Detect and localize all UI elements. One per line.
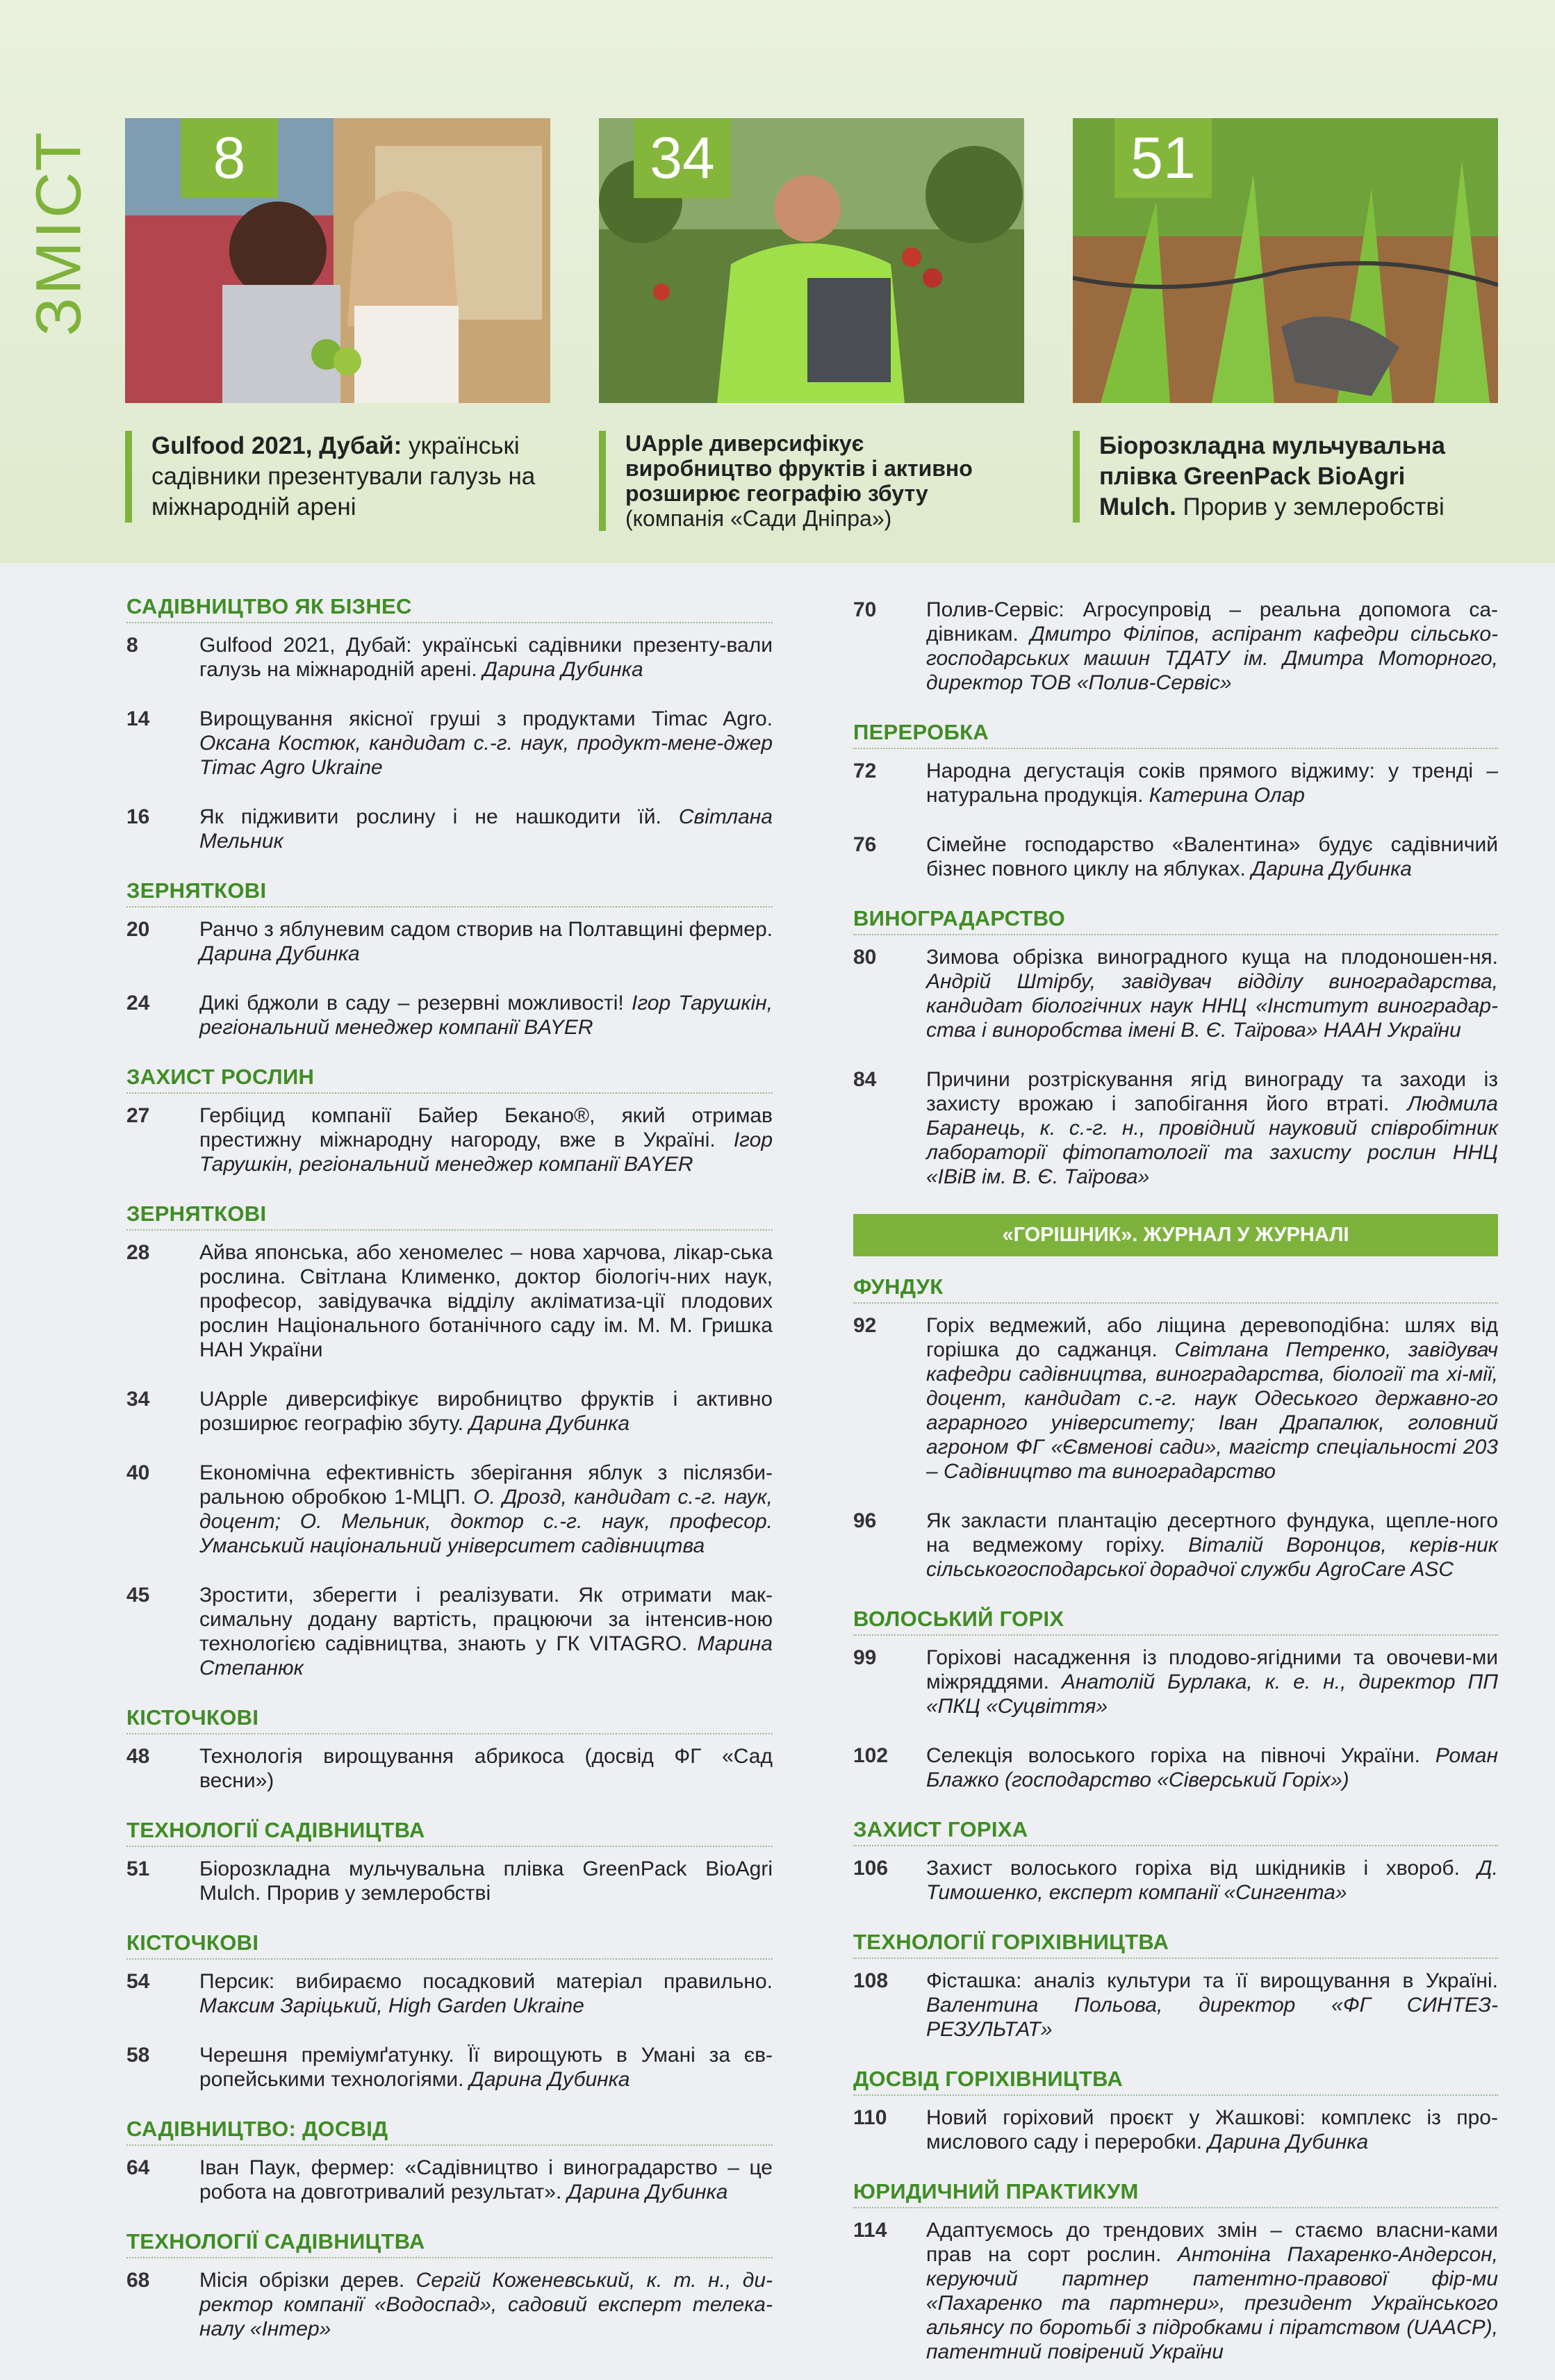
- toc-page-number: 64: [126, 2156, 150, 2179]
- toc-entry-text: [926, 1743, 1498, 1792]
- section-heading: ЗАХИСТ РОСЛИН: [126, 1065, 773, 1094]
- toc-entry[interactable]: [126, 2156, 773, 2204]
- toc-title: Місія обрізки дерев.: [199, 2269, 405, 2292]
- toc-entry[interactable]: [853, 1509, 1498, 1582]
- toc-title: Сімейне господарство «Валентина» будує садівничий бізнес повного циклу на яблуках.: [926, 833, 1498, 880]
- toc-author: Сергій Коженевський, к. т. н., ди-ректор компанії «Водоспад», садовий експерт телека-налу «Інтер»: [199, 2269, 773, 2340]
- toc-title: Ранчо з яблуневим садом створив на Полтавщині фермер.: [199, 918, 773, 941]
- toc-entry-text: [199, 1387, 773, 1436]
- toc-author: Д. Тимошенко, експерт компанії «Сингента»: [926, 1857, 1498, 1904]
- toc-page-number: 40: [126, 1461, 150, 1484]
- toc-title: Персик: вибираємо посадковий матеріал правильно.: [199, 1970, 773, 1993]
- toc-title: Економічна ефективність зберігання яблук з післязби-ральною обробкою 1-МЦП.: [199, 1461, 773, 1509]
- toc-entry[interactable]: [126, 1387, 773, 1436]
- toc-entry[interactable]: [126, 2043, 773, 2092]
- toc-page-number: 58: [126, 2044, 150, 2067]
- side-title-text: ЗМІСТ: [23, 129, 94, 336]
- toc-title: Як закласти плантацію десертного фундука, щепле-ного на ведмежому горіху.: [926, 1509, 1498, 1557]
- toc-entry-text: [199, 991, 773, 1040]
- toc-page-number: 48: [126, 1745, 150, 1768]
- toc-entry-text: [926, 1969, 1498, 2042]
- toc-entry-text: [199, 707, 773, 780]
- feature-caption-bold: Біорозкладна мульчувальна плівка GreenPack BioAgri Mulch.: [1099, 432, 1445, 520]
- toc-entry[interactable]: [853, 1969, 1498, 2042]
- toc-title: Новий горіховий проєкт у Жашкові: комплекс із про-мислового саду і переробки.: [926, 2106, 1498, 2153]
- toc-entry[interactable]: [853, 1743, 1498, 1792]
- feature-photo-gulfood: [125, 118, 550, 403]
- toc-entry-text: [926, 832, 1498, 881]
- toc-page-number: 70: [853, 598, 877, 621]
- toc-title: Айва японська, або хеномелес – нова харчова, лікар-ська рослина. Світлана Клименко, доктор біологіч-них наук, професор, завідувачка відділу акліматиза-ції плодових рослин Національного ботанічного саду ім. М. М. Гришка НАН України: [199, 1241, 773, 1361]
- toc-right-column: [853, 598, 1498, 2380]
- feature-page-number: 8: [181, 118, 278, 198]
- feature-caption-rest: (компанія «Сади Дніпра»): [625, 506, 892, 531]
- toc-author: Ігор Тарушкін, регіональний менеджер компанії BAYER: [199, 1129, 773, 1176]
- toc-page-number: 20: [126, 918, 150, 941]
- toc-author: Андрій Штірбу, завідувач відділу виноградарства, кандидат біологічних наук ННЦ «Інститут виноградар-ства і виноробства імені В. Є. Таїрова» НААН України: [926, 970, 1498, 1042]
- toc-page-number: 72: [853, 760, 877, 782]
- side-title: [23, 129, 94, 337]
- toc-entry-text: [199, 1857, 773, 1905]
- toc-page-number: 14: [126, 707, 150, 730]
- toc-entry-text: [199, 805, 773, 853]
- feature-caption: [1073, 431, 1488, 523]
- toc-author: Максим Заріцький, High Garden Ukraine: [199, 1994, 584, 2017]
- toc-page-number: 16: [126, 805, 150, 828]
- toc-page-number: 114: [853, 2219, 887, 2242]
- section-heading: ЗЕРНЯТКОВІ: [126, 1201, 773, 1231]
- toc-entry-text: [926, 1646, 1498, 1718]
- toc-page-number: 96: [853, 1509, 877, 1532]
- toc-left-column: [126, 594, 773, 2366]
- toc-entry-text: [199, 1583, 773, 1680]
- toc-title: Гербіцид компанії Байер Бекано®, який отримав престижну міжнародну нагороду, вже в Україні.: [199, 1104, 773, 1151]
- toc-entry-text: [199, 2268, 773, 2341]
- feature-card-2[interactable]: [599, 118, 1024, 531]
- toc-page-number: 80: [853, 946, 877, 969]
- toc-entry-text: [199, 1969, 773, 2018]
- section-heading: САДІВНИЦТВО: ДОСВІД: [126, 2117, 773, 2146]
- toc-entry[interactable]: [126, 1969, 773, 2018]
- toc-entry[interactable]: [853, 598, 1498, 695]
- toc-page-number: 27: [126, 1104, 150, 1127]
- section-heading: ВИНОГРАДАРСТВО: [853, 906, 1498, 935]
- toc-entry[interactable]: [126, 707, 773, 780]
- toc-author: Дарина Дубинка: [477, 658, 643, 681]
- toc-entry[interactable]: [126, 1583, 773, 1680]
- toc-entry[interactable]: [126, 1240, 773, 1362]
- section-heading: ЮРИДИЧНИЙ ПРАКТИКУМ: [853, 2179, 1498, 2208]
- toc-page-number: 34: [126, 1388, 150, 1411]
- section-heading: ВОЛОСЬКИЙ ГОРІХ: [853, 1607, 1498, 1636]
- toc-page-number: 8: [126, 634, 138, 657]
- toc-entry[interactable]: [126, 991, 773, 1040]
- section-heading: САДІВНИЦТВО ЯК БІЗНЕС: [126, 594, 773, 623]
- section-heading: ЗЕРНЯТКОВІ: [126, 878, 773, 908]
- toc-author: Антоніна Пахаренко-Андерсон, керуючий партнер патентно-правової фір-ми «Пахаренко та партнери», президент Українського альянсу по боротьбі з підробками і піратством (UAACP), патентний повірений України: [926, 2243, 1498, 2363]
- feature-caption: [599, 431, 1001, 531]
- section-heading: ТЕХНОЛОГІЇ САДІВНИЦТВА: [126, 1818, 773, 1847]
- section-heading: ФУНДУК: [853, 1274, 1498, 1304]
- feature-caption-rest: Прорив у землеробстві: [1176, 493, 1445, 520]
- toc-title: Дикі бджоли в саду – резервні можливості!: [199, 992, 624, 1015]
- toc-entry-text: [199, 2043, 773, 2092]
- toc-page-number: 54: [126, 1970, 150, 1993]
- toc-title: Полив-Сервіс: Агросупровід – реальна допомога са-дівникам.: [926, 598, 1498, 646]
- toc-entry[interactable]: [126, 917, 773, 966]
- toc-title: Адаптуємось до трендових змін – стаємо власни-ками прав на сорт рослин.: [926, 2219, 1498, 2266]
- toc-entry-text: [926, 1313, 1498, 1484]
- toc-author: Валентина Польова, директор «ФГ СИНТЕЗ-РЕЗУЛЬТАТ»: [926, 1994, 1498, 2041]
- toc-entry-text: [199, 2156, 773, 2204]
- toc-entry-text: [926, 759, 1498, 807]
- toc-entry[interactable]: [853, 1067, 1498, 1189]
- feature-caption-rest: українські садівники презентували галузь на міжнародній арені: [151, 432, 536, 520]
- toc-page-number: 24: [126, 992, 150, 1015]
- toc-entry[interactable]: [126, 2268, 773, 2341]
- toc-page-number: 51: [126, 1857, 150, 1880]
- toc-entry[interactable]: [853, 759, 1498, 807]
- toc-entry-text: [926, 1856, 1498, 1905]
- section-heading: ДОСВІД ГОРІХІВНИЦТВА: [853, 2067, 1498, 2096]
- toc-title: Фісташка: аналіз культури та її вирощування в Україні.: [926, 1969, 1498, 1992]
- toc-entry[interactable]: [126, 1857, 773, 1905]
- toc-author: Ігор Тарушкін, регіональний менеджер компанії BAYER: [199, 992, 773, 1039]
- toc-title: Народна дегустація соків прямого віджиму: у тренді – натуральна продукція.: [926, 760, 1498, 807]
- toc-title: Захист волоського горіха від шкідників і хвороб.: [926, 1857, 1460, 1880]
- feature-card-1[interactable]: [125, 118, 550, 520]
- toc-author: Дарина Дубинка: [561, 2181, 728, 2203]
- toc-entry[interactable]: [126, 633, 773, 682]
- feature-photo-mulch: [1073, 118, 1498, 403]
- toc-author: Катерина Олар: [1143, 784, 1305, 807]
- section-heading: КІСТОЧКОВІ: [126, 1705, 773, 1734]
- toc-page-number: 110: [853, 2106, 887, 2129]
- feature-card-3[interactable]: [1073, 118, 1498, 520]
- toc-title: Gulfood 2021, Дубай: українські садівники презенту-вали галузь на міжнародній арені.: [199, 634, 773, 681]
- toc-title: Біорозкладна мульчувальна плівка GreenPack BioAgri Mulch. Прорив у землеробстві: [199, 1857, 773, 1905]
- feature-photo-uapple: [599, 118, 1024, 403]
- toc-page-number: 102: [853, 1744, 889, 1767]
- toc-entry-text: [199, 1240, 773, 1362]
- toc-author: Дмитро Філіпов, аспірант кафедри сільсько-господарських машин ТДАТУ ім. Дмитра Моторного, директор ТОВ «Полив-Сервіс»: [926, 623, 1498, 694]
- toc-title: Горіх ведмежий, або ліщина деревоподібна: шлях від горішка до саджанця.: [926, 1314, 1498, 1361]
- toc-author: О. Дрозд, кандидат с.-г. наук, доцент; О. Мельник, доктор с.-г. наук, професор. Уманський національний університет садівництва: [199, 1486, 773, 1557]
- toc-entry-text: [926, 2106, 1498, 2154]
- toc-entry-text: [199, 917, 773, 966]
- toc-author: Марина Степанюк: [199, 1632, 773, 1680]
- toc-page-number: 99: [853, 1646, 877, 1669]
- toc-entry[interactable]: [126, 1103, 773, 1176]
- feature-caption-bold: Gulfood 2021, Дубай:: [151, 432, 402, 459]
- toc-title: Вирощування якісної груші з продуктами Timac Agro.: [199, 707, 773, 730]
- toc-entry[interactable]: [853, 1646, 1498, 1718]
- section-heading: КІСТОЧКОВІ: [126, 1930, 773, 1960]
- toc-entry[interactable]: [853, 2218, 1498, 2364]
- section-heading: ТЕХНОЛОГІЇ ГОРІХІВНИЦТВА: [853, 1930, 1498, 1959]
- toc-page-number: 28: [126, 1241, 150, 1264]
- toc-author: Світлана Петренко, завідувач кафедри садівництва, виноградарства, біології та хі-мії, доцент, кандидат с.-г. наук Одеського державно-го аграрного університету; Іван Драпалюк, головний агроном ФГ «Євменові сади», магістр спеціальності 203 – Садівництво та виноградарство: [926, 1338, 1498, 1483]
- toc-entry[interactable]: [853, 1856, 1498, 1905]
- toc-page-number: 84: [853, 1068, 877, 1091]
- toc-author: Дарина Дубинка: [199, 942, 360, 965]
- toc-title: Як підживити рослину і не нашкодити їй.: [199, 805, 661, 828]
- toc-entry-text: [926, 945, 1498, 1042]
- toc-author: Дарина Дубинка: [1202, 2131, 1369, 2153]
- toc-entry[interactable]: [853, 2106, 1498, 2154]
- toc-entry-text: [199, 1103, 773, 1176]
- toc-entry[interactable]: [126, 1461, 773, 1558]
- toc-author: Людмила Баранець, к. с.-г. н., провідний науковий співробітник лабораторії фітопатології та захисту рослин ННЦ «ІВіВ ім. В. Є. Таїрова»: [926, 1092, 1498, 1188]
- toc-page-number: 68: [126, 2269, 150, 2292]
- toc-title: Горіхові насадження із плодово-ягідними та овочеви-ми міжряддями.: [926, 1646, 1498, 1693]
- toc-entry-text: [926, 1067, 1498, 1189]
- toc-title: Технологія вирощування абрикоса (досвід ФГ «Сад весни»): [199, 1745, 773, 1792]
- toc-title: Селекція волоського горіха на півночі України.: [926, 1744, 1420, 1767]
- toc-title: UApple диверсифікує виробництво фруктів і активно розширює географію збуту.: [199, 1388, 773, 1435]
- toc-title: Зимова обрізка виноградного куща на плодоношен-ня.: [926, 946, 1498, 969]
- toc-entry[interactable]: [853, 1313, 1498, 1484]
- toc-author: Дарина Дубинка: [463, 1412, 630, 1435]
- toc-title: Причини розтріскування ягід винограду та заходи із захисту врожаю і запобігання його втраті.: [926, 1068, 1498, 1115]
- toc-page-number: 76: [853, 833, 877, 856]
- toc-author: Дарина Дубинка: [463, 2068, 630, 2091]
- section-heading: ЗАХИСТ ГОРІХА: [853, 1817, 1498, 1846]
- toc-entry-text: [199, 1744, 773, 1793]
- feature-caption: [125, 431, 541, 523]
- toc-page-number: 108: [853, 1969, 889, 1992]
- feature-caption-bold: UApple диверсифікує виробництво фруктів і активно розширює географію збуту: [625, 431, 973, 506]
- toc-author: Оксана Костюк, кандидат с.-г. наук, продукт-мене-джер Timac Agro Ukraine: [199, 732, 773, 779]
- toc-title: Іван Паук, фермер: «Садівництво і виноградарство – це робота на довготривалий результат».: [199, 2156, 773, 2203]
- toc-page-number: 45: [126, 1584, 150, 1607]
- toc-page-number: 92: [853, 1314, 877, 1337]
- toc-entry-text: [926, 2218, 1498, 2364]
- toc-title: Зростити, зберегти і реалізувати. Як отримати мак-симальну додану вартість, працюючи за інтенсив-ною технологією садівництва, знають у ГК VITAGRO.: [199, 1584, 773, 1655]
- toc-page-number: 106: [853, 1857, 889, 1880]
- toc-author: Світлана Мельник: [199, 805, 773, 853]
- toc-entry[interactable]: [126, 805, 773, 853]
- toc-entry-text: [926, 598, 1498, 695]
- toc-entry[interactable]: [126, 1744, 773, 1793]
- toc-entry-text: [926, 1509, 1498, 1582]
- toc-entry-text: [199, 1461, 773, 1558]
- toc-entry-text: [199, 633, 773, 682]
- toc-entry[interactable]: [853, 945, 1498, 1042]
- toc-author: Дарина Дубинка: [1245, 857, 1412, 880]
- toc-author: Анатолій Бурлака, к. е. н., директор ПП «ПКЦ «Суцвіття»: [926, 1671, 1498, 1718]
- toc-author: Віталій Воронцов, керів-ник сільськогосподарської дорадчої служби AgroCare ASC: [926, 1534, 1499, 1581]
- feature-page-number: 34: [634, 118, 731, 198]
- feature-page-number: 51: [1114, 118, 1212, 198]
- section-heading: ТЕХНОЛОГІЇ САДІВНИЦТВА: [126, 2229, 773, 2258]
- toc-entry[interactable]: [853, 832, 1498, 881]
- section-heading: ПЕРЕРОБКА: [853, 720, 1498, 749]
- toc-author: Роман Блажко (господарство «Сіверський Горіх»): [926, 1744, 1498, 1791]
- toc-title: Черешня преміумґатунку. Її вирощують в Умані за єв-ропейськими технологіями.: [199, 2044, 773, 2091]
- journal-in-journal-banner: «ГОРІШНИК». ЖУРНАЛ У ЖУРНАЛІ: [853, 1214, 1498, 1256]
